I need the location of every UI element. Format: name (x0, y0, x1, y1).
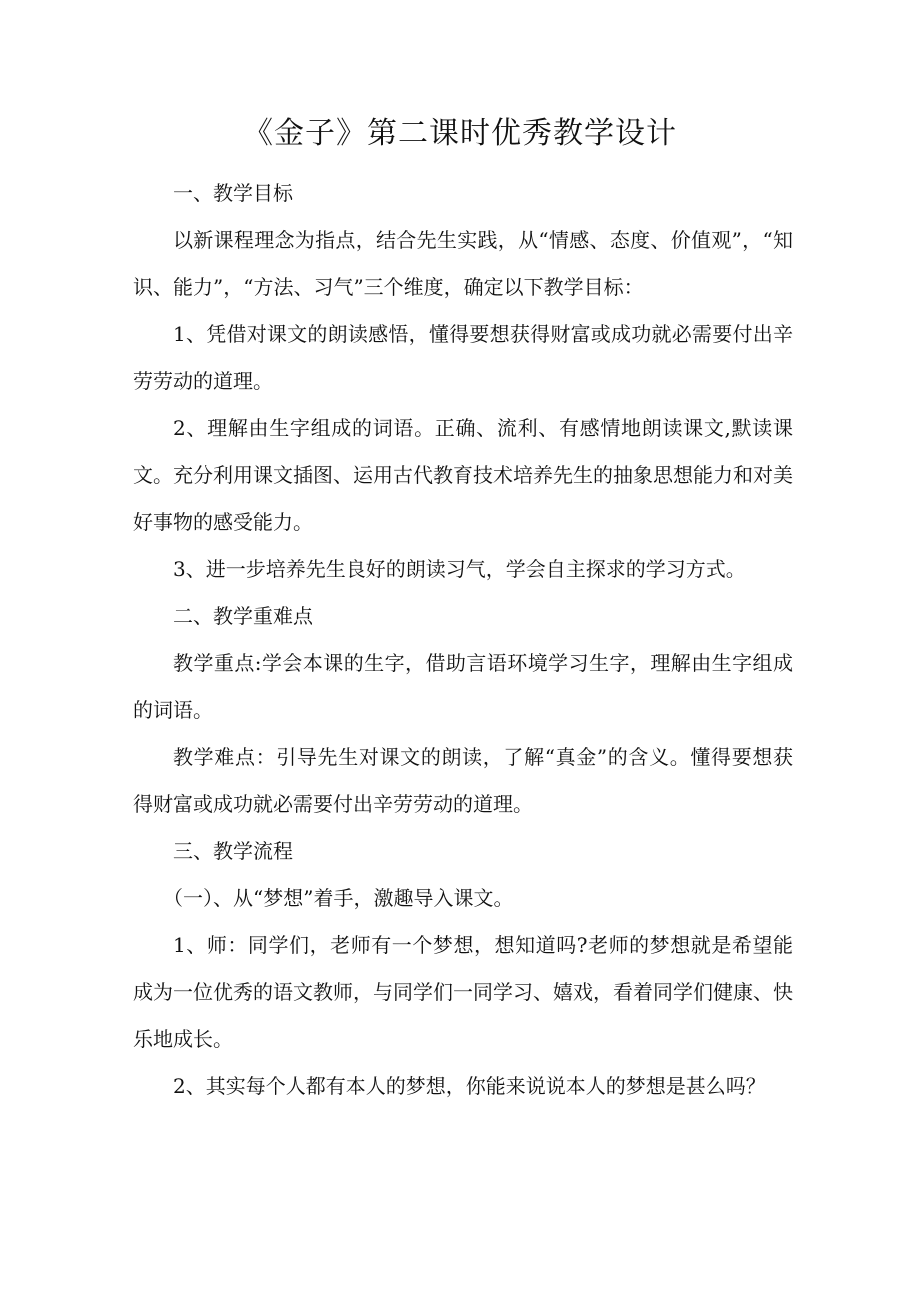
paragraph-objective-2: 2、理解由生字组成的词语。正确、流利、有感情地朗读课文,默读课文。充分利用课文插图、运用古代教育技术培养先生的抽象思想能力和对美好事物的感受能力。 (133, 416, 793, 534)
paragraph-intro: 以新课程理念为指点，结合先生实践，从“情感、态度、价值观”，“知识、能力”，“方法、习气”三个维度，确定以下教学目标： (133, 228, 793, 299)
document-title: 《金子》第二课时优秀教学设计 (243, 116, 677, 151)
paragraph-key-point: 教学重点:学会本课的生字，借助言语环境学习生字，理解由生字组成的词语。 (133, 651, 793, 722)
paragraph-process-2: 2、其实每个人都有本人的梦想，你能来说说本人的梦想是甚么吗？ (173, 1074, 766, 1098)
paragraph-objective-3: 3、进一步培养先生良好的朗读习气，学会自主探求的学习方式。 (173, 557, 746, 581)
subsection-heading-intro: （一）、从“梦想”着手，激趣导入课文。 (163, 886, 514, 910)
paragraph-process-1: 1、师：同学们，老师有一个梦想，想知道吗?老师的梦想就是希望能成为一位优秀的语文教师，与同学们一同学习、嬉戏，看着同学们健康、快乐地成长。 (133, 933, 793, 1051)
paragraph-objective-1: 1、凭借对课文的朗读感悟，懂得要想获得财富或成功就必需要付出辛劳劳动的道理。 (133, 322, 793, 393)
section-heading-key-points: 二、教学重难点 (173, 604, 313, 628)
document-body (133, 170, 793, 1110)
paragraph-difficult-point: 教学难点：引导先生对课文的朗读，了解“真金”的含义。懂得要想获得财富或成功就必需要付出辛劳劳动的道理。 (133, 745, 793, 816)
section-heading-process: 三、教学流程 (173, 839, 293, 863)
section-heading-objectives: 一、教学目标 (173, 181, 293, 205)
